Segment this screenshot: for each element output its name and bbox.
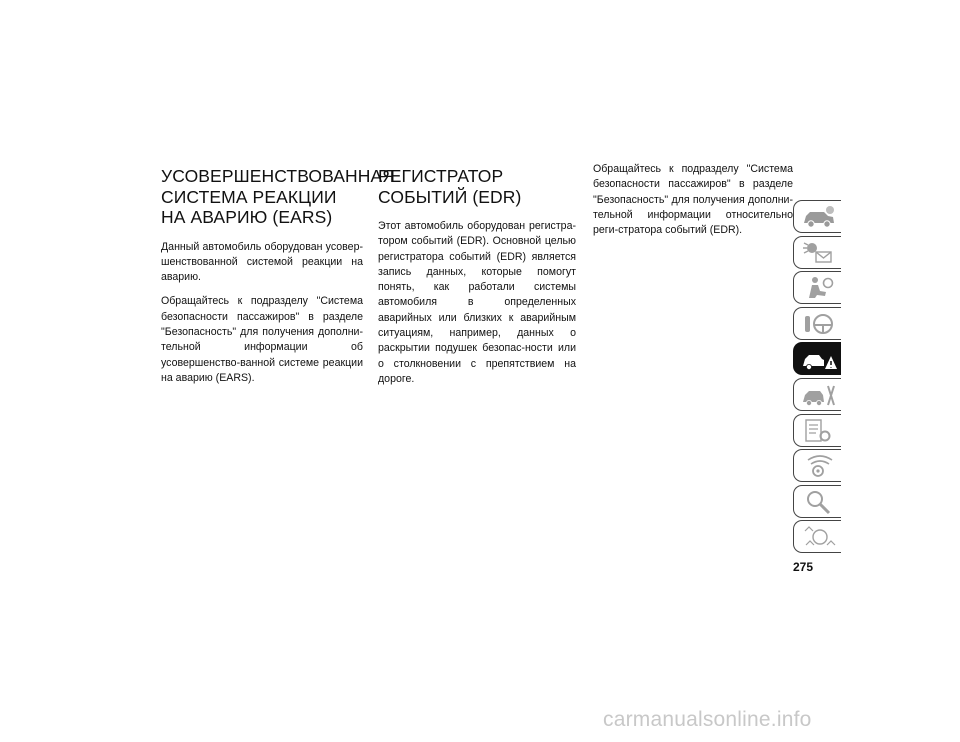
- chapter-tab-driving[interactable]: [793, 307, 841, 340]
- media-signal-icon: [800, 452, 838, 480]
- chapter-tab-search[interactable]: [793, 485, 841, 518]
- checklist-gear-icon: [800, 417, 838, 445]
- car-tools-icon: [800, 381, 838, 409]
- column-ears: [161, 166, 396, 395]
- car-info-icon: [800, 203, 838, 231]
- chapter-tab-specs[interactable]: [793, 414, 841, 447]
- chapter-tabs: [793, 200, 841, 556]
- chapter-tab-lights[interactable]: [793, 236, 841, 269]
- chapter-tab-multimedia[interactable]: [793, 449, 841, 482]
- seat-occupant-icon: [800, 274, 838, 302]
- ears-paragraph-2: Обращайтесь к подразделу "Система безопасности пассажиров" в разделе "Безопасность" для получения дополни-тельной информации об усовершенство-ванной системе реакции на аварию (EARS).: [161, 295, 363, 384]
- chapter-tab-emergency[interactable]: [793, 342, 841, 375]
- lights-envelope-icon: [800, 239, 838, 267]
- ears-heading: УСОВЕРШЕНСТВОВАННАЯ СИСТЕМА РЕАКЦИИ НА АВАРИЮ (EARS): [161, 166, 396, 227]
- chapter-tab-safety[interactable]: [793, 271, 841, 304]
- column-edr-reference: [593, 162, 793, 247]
- column-edr: [378, 166, 576, 396]
- page-number: 275: [793, 560, 814, 574]
- watermark: carmanualsonline.info: [603, 708, 812, 731]
- ears-paragraph-1: Данный автомобиль оборудован усовер-шенствованной системой реакции на аварию.: [161, 240, 363, 284]
- edr-heading: РЕГИСТРАТОР СОБЫТИЙ (EDR): [378, 166, 522, 207]
- chapter-tab-car-info[interactable]: [793, 200, 841, 233]
- language-index-icon: [800, 523, 838, 551]
- magnifier-icon: [800, 488, 838, 516]
- steering-wheel-icon: [800, 310, 838, 338]
- edr-reference-paragraph: Обращайтесь к подразделу "Система безопасности пассажиров" в разделе "Безопасность" для получения дополни-тельной информации относительно реги-стратора событий (EDR).: [593, 163, 793, 237]
- edr-paragraph-1: Этот автомобиль оборудован регистра-тором событий (EDR). Основной целью регистратора событий (EDR) является запись данных, которые помогут понять, как работали системы автомобиля в определенных аварийных или близких к аварийным ситуациям, например, данных о раскрытии подушек безопас-ности или о столкновении с препятствием на дороге.: [378, 220, 576, 385]
- car-warning-icon: [800, 345, 838, 373]
- chapter-tab-index[interactable]: [793, 520, 841, 553]
- chapter-tab-maintenance[interactable]: [793, 378, 841, 411]
